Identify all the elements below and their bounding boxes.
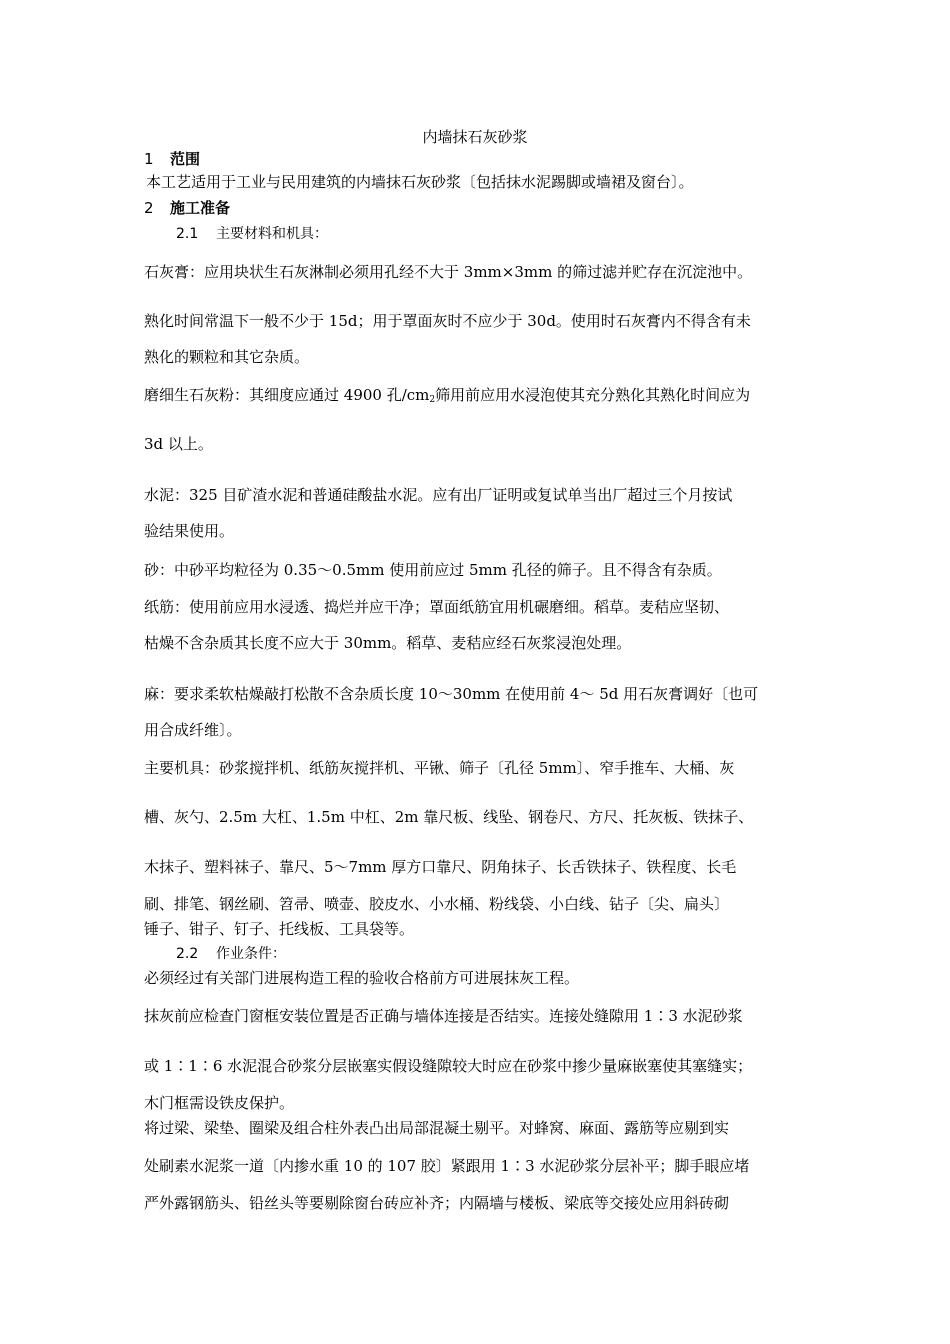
paragraph-line: 3d 以上。 (144, 435, 213, 453)
paragraph-line: 槽、灰勺、2.5m 大杠、1.5m 中杠、2m 靠尺板、线坠、钢卷尺、方尺、托灰板、铁抹子、 (144, 808, 754, 826)
paragraph-line: 水泥：325 目矿渣水泥和普通硅酸盐水泥。应有出厂证明或复试单当出厂超过三个月按试 (144, 486, 733, 504)
subsection-2-2-heading (176, 944, 286, 964)
paragraph-line: 验结果使用。 (144, 522, 235, 540)
paragraph-line: 用合成纤维〕。 (144, 721, 242, 739)
paragraph-line: 锤子、钳子、钉子、托线板、工具袋等。 (144, 920, 415, 938)
subsection-number: 2.2 (176, 946, 199, 962)
subsection-2-1-heading (176, 224, 328, 244)
paragraph-line: 纸筋：使用前应用水浸透、捣烂并应干净；罩面纸筋宜用机碾磨细。稻草。麦秸应坚韧、 (144, 598, 730, 616)
text-run: 筛用前应用水浸泡使其充分熟化其熟化时间应为 (435, 386, 751, 404)
paragraph-line: 刷、排笔、钢丝刷、笤帚、喷壶、胶皮水、小水桶、粉线袋、小白线、钻子〔尖、扁头〕 (144, 895, 730, 913)
paragraph-line (144, 385, 750, 405)
section-number: 2 (144, 199, 154, 217)
section-title: 施工准备 (170, 199, 231, 217)
paragraph-line: 麻：要求柔软枯燥敲打松散不含杂质长度 10～30mm 在使用前 4～ 5d 用石灰膏调好〔也可 (144, 685, 759, 703)
paragraph-line: 石灰膏：应用块状生石灰淋制必须用孔经不大于 3mm×3mm 的筛过滤并贮存在沉淀池中。 (144, 263, 753, 281)
paragraph-line: 或 1∶1∶6 水泥混合砂浆分层嵌塞实假设缝隙较大时应在砂浆中掺少量麻嵌塞使其塞缝实； (144, 1057, 753, 1075)
paragraph-line: 严外露钢筋头、铅丝头等要剔除窗台砖应补齐；内隔墙与楼板、梁底等交接处应用斜砖砌 (144, 1194, 730, 1212)
paragraph-line: 必须经过有关部门进展构造工程的验收合格前方可进展抹灰工程。 (144, 969, 580, 987)
paragraph-line: 枯燥不含杂质其长度不应大于 30mm。稻草、麦秸应经石灰浆浸泡处理。 (144, 634, 632, 652)
section-number: 1 (144, 150, 154, 168)
paragraph-line: 处刷素水泥浆一道〔内掺水重 10 的 107 胶〕紧跟用 1∶3 水泥砂浆分层补平；脚手眼应堵 (144, 1157, 750, 1175)
paragraph-line: 砂：中砂平均粒径为 0.35～0.5mm 使用前应过 5mm 孔径的筛子。且不得含有杂质。 (144, 561, 722, 579)
subsection-number: 2.1 (176, 226, 199, 242)
subsection-title: 作业条件： (216, 946, 286, 962)
paragraph-line: 熟化时间常温下一般不少于 15d；用于罩面灰时不应少于 30d。使用时石灰膏内不得含有未 (144, 312, 751, 330)
paragraph-line: 主要机具：砂浆搅拌机、纸筋灰搅拌机、平锹、筛子〔孔径 5mm〕、窄手推车、大桶、灰 (144, 759, 735, 777)
subsection-title: 主要材料和机具： (216, 226, 328, 242)
subscript: 2 (429, 395, 436, 405)
section-title: 范围 (170, 150, 201, 168)
paragraph-line: 木抹子、塑料袜子、靠尺、5～7mm 厚方口靠尺、阴角抹子、长舌铁抹子、铁程度、长毛 (144, 858, 737, 876)
document-title: 内墙抹石灰砂浆 (422, 128, 528, 146)
text-run: 磨细生石灰粉：其细度应通过 4900 孔/cm (144, 386, 430, 404)
paragraph-line: 将过梁、梁垫、圈梁及组合柱外表凸出局部混凝土剔平。对蜂窝、麻面、露筋等应剔到实 (144, 1119, 730, 1137)
section-1-heading (144, 149, 200, 169)
section-2-heading (144, 198, 230, 218)
paragraph-line: 木门框需设铁皮保护。 (144, 1094, 295, 1112)
paragraph-line: 本工艺适用于工业与民用建筑的内墙抹石灰砂浆〔包括抹水泥踢脚或墙裙及窗台〕。 (146, 173, 694, 191)
paragraph-line: 熟化的颗粒和其它杂质。 (144, 348, 310, 366)
paragraph-line: 抹灰前应检查门窗框安装位置是否正确与墙体连接是否结实。连接处缝隙用 1∶3 水泥砂浆 (144, 1007, 743, 1025)
